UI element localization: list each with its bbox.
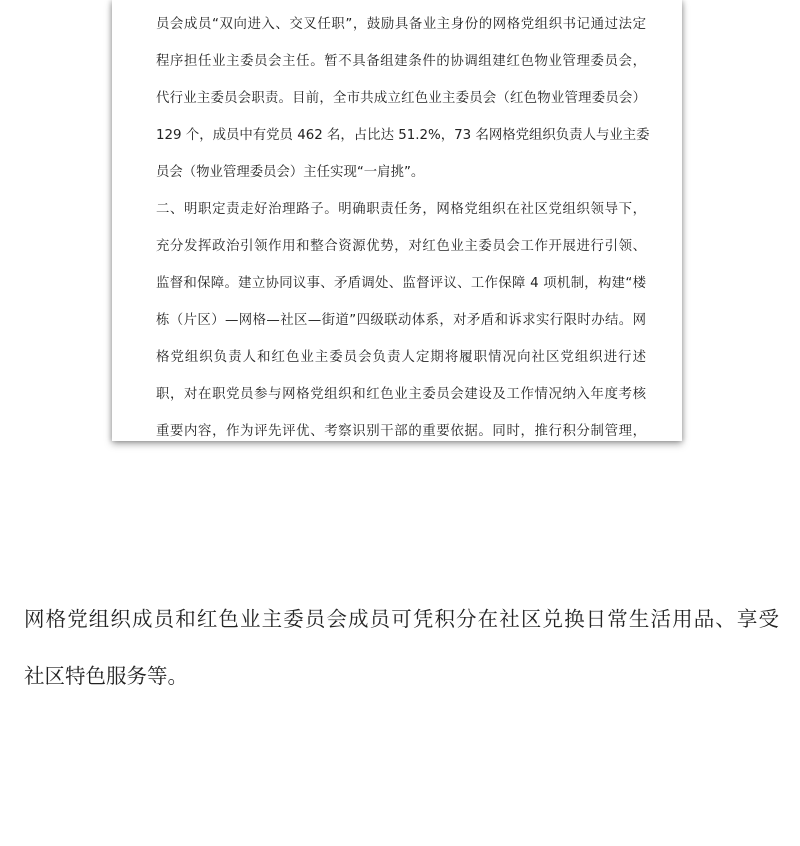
text-line: 职，对在职党员参与网格党组织和红色业主委员会建设及工作情况纳入年度考核: [156, 387, 646, 402]
text-line: 员会成员“双向进入、交叉任职”，鼓励具备业主身份的网格党组织书记通过法定: [156, 17, 646, 32]
text-line: 代行业主委员会职责。目前，全市共成立红色业主委员会（红色物业管理委员会）: [156, 91, 646, 106]
text-line: 格党组织负责人和红色业主委员会负责人定期将履职情况向社区党组织进行述: [156, 350, 646, 365]
text-line: 员会（物业管理委员会）主任实现“一肩挑”。: [156, 165, 425, 180]
text-line: 充分发挥政治引领作用和整合资源优势，对红色业主委员会工作开展进行引领、: [156, 239, 646, 254]
continuation-text-line: 社区特色服务等。: [24, 664, 188, 688]
text-line: 监督和保障。建立协同议事、矛盾调处、监督评议、工作保障 4 项机制，构建“楼: [156, 276, 646, 291]
continuation-text-line: 网格党组织成员和红色业主委员会成员可凭积分在社区兑换日常生活用品、享受: [24, 607, 779, 631]
text-line: 129 个，成员中有党员 462 名，占比达 51.2%，73 名网格党组织负责人与业主委: [156, 128, 650, 143]
text-line: 程序担任业主委员会主任。暂不具备组建条件的协调组建红色物业管理委员会，: [156, 54, 646, 69]
section-heading-line: 二、明职定责走好治理路子。明确职责任务，网格党组织在社区党组织领导下，: [156, 202, 646, 217]
document-page: [112, 0, 682, 441]
text-line: 栋（片区）—网格—社区—街道”四级联动体系，对矛盾和诉求实行限时办结。网: [156, 313, 646, 328]
text-line: 重要内容，作为评先评优、考察识别干部的重要依据。同时，推行积分制管理，: [156, 424, 646, 439]
